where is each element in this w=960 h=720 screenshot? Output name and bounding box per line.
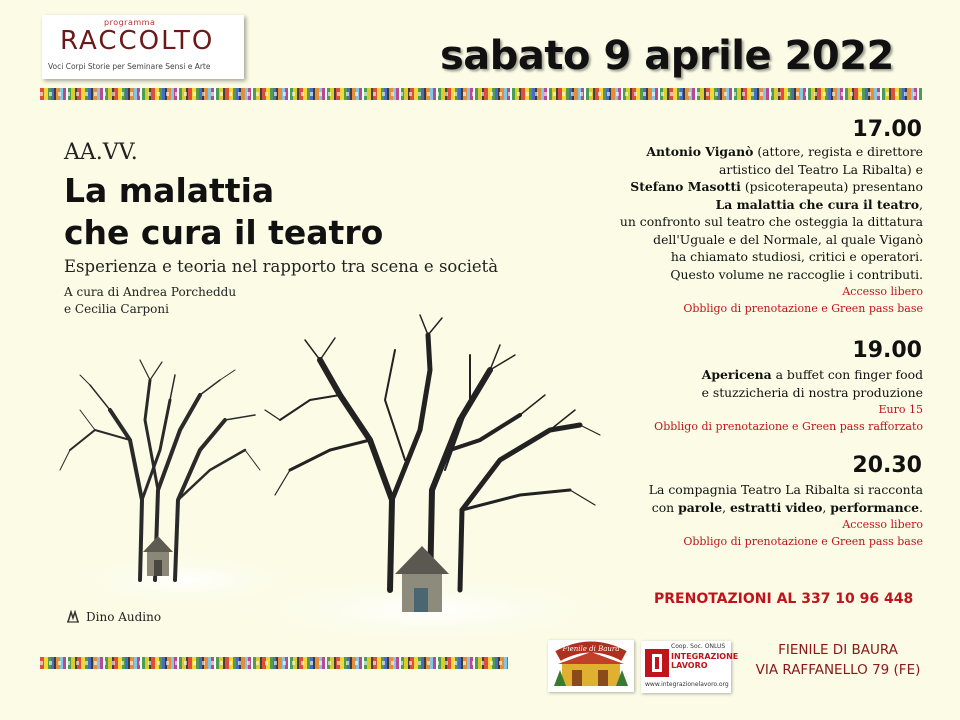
venue-address: VIA RAFFANELLO 79 (FE) bbox=[755, 662, 921, 678]
p2030-line-2: con parole, estratti video, performance. bbox=[651, 499, 923, 515]
booking-phone: PRENOTAZIONI AL 337 10 96 448 bbox=[654, 591, 914, 607]
fienile-di-baura-logo bbox=[548, 640, 634, 692]
book-subtitle: Esperienza e teoria nel rapporto tra scena e società bbox=[64, 257, 499, 276]
raccolto-logo bbox=[42, 15, 244, 79]
p2030-requirement-note: Obbligo di prenotazione e Green pass base bbox=[683, 535, 923, 548]
fienile-logo-text: Fienile di Baura bbox=[562, 645, 620, 653]
ilavoro-name-line-1: INTEGRAZIONE bbox=[671, 652, 739, 661]
small-chapel bbox=[143, 536, 173, 576]
logo-programma-text: programma bbox=[104, 18, 156, 27]
large-chapel bbox=[395, 546, 449, 612]
program-2030-description bbox=[649, 481, 923, 550]
p17-access-note: Accesso libero bbox=[842, 285, 923, 298]
book-title-line-1: La malattia bbox=[64, 171, 275, 210]
publisher-logo-icon bbox=[66, 610, 80, 624]
large-tree bbox=[265, 315, 600, 590]
p17-line-1: Antonio Viganò (attore, regista e direttore bbox=[646, 144, 923, 159]
p19-price-note: Euro 15 bbox=[878, 403, 923, 416]
p19-line-1: Apericena a buffet con finger food bbox=[701, 367, 923, 382]
p2030-access-note: Accesso libero bbox=[842, 518, 923, 531]
top-decorative-border bbox=[40, 88, 922, 100]
book-title bbox=[64, 170, 383, 254]
time-17: 17.00 bbox=[852, 117, 922, 142]
p17-line-3: Stefano Masotti (psicoterapeuta) presentano bbox=[630, 179, 923, 194]
bottom-decorative-border bbox=[40, 657, 508, 669]
publisher bbox=[66, 610, 161, 624]
logo-tagline: Voci Corpi Storie per Seminare Sensi e Arte bbox=[48, 62, 211, 71]
p17-line-5: un confronto sul teatro che osteggia la dittatura bbox=[619, 214, 923, 229]
logo-name: RACCOLTO bbox=[60, 26, 215, 56]
venue-name: FIENILE DI BAURA bbox=[778, 642, 898, 658]
p17-line-4: La malattia che cura il teatro, bbox=[715, 196, 923, 212]
book-authors: AA.VV. bbox=[64, 140, 138, 165]
time-19: 19.00 bbox=[852, 338, 922, 363]
p17-requirement-note: Obbligo di prenotazione e Green pass base bbox=[683, 302, 923, 315]
integrazione-lavoro-logo bbox=[641, 641, 739, 693]
ilavoro-mark-icon bbox=[645, 649, 669, 677]
p17-line-2: artistico del Teatro La Ribalta) e bbox=[719, 161, 923, 177]
program-17-description bbox=[620, 143, 923, 317]
program-19-description bbox=[654, 366, 923, 435]
book-title-line-2: che cura il teatro bbox=[64, 213, 384, 252]
curators-line-2: e Cecilia Carponi bbox=[64, 302, 169, 316]
ilavoro-coop-text: Coop. Soc. ONLUS bbox=[671, 643, 726, 650]
p17-line-8: Questo volume ne raccoglie i contributi. bbox=[670, 266, 923, 282]
event-date: sabato 9 aprile 2022 bbox=[440, 33, 894, 79]
p2030-line-1: La compagnia Teatro La Ribalta si racconta bbox=[648, 482, 923, 497]
p17-line-6: dell'Uguale e del Normale, al quale Viganò bbox=[653, 231, 923, 247]
ilavoro-name-line-2: LAVORO bbox=[671, 661, 708, 670]
curators-line-1: A cura di Andrea Porcheddu bbox=[64, 285, 237, 299]
p19-line-2: e stuzzicheria di nostra produzione bbox=[701, 384, 923, 400]
p19-requirement-note: Obbligo di prenotazione e Green pass rafforzato bbox=[654, 420, 923, 433]
venue bbox=[752, 640, 924, 680]
ilavoro-url: www.integrazionelavoro.org bbox=[645, 681, 729, 688]
trees-illustration bbox=[50, 300, 610, 645]
p17-line-7: ha chiamato studiosi, critici e operatori. bbox=[670, 249, 923, 264]
publisher-name: Dino Audino bbox=[86, 610, 162, 624]
ilavoro-name bbox=[671, 652, 738, 670]
time-2030: 20.30 bbox=[852, 453, 922, 478]
